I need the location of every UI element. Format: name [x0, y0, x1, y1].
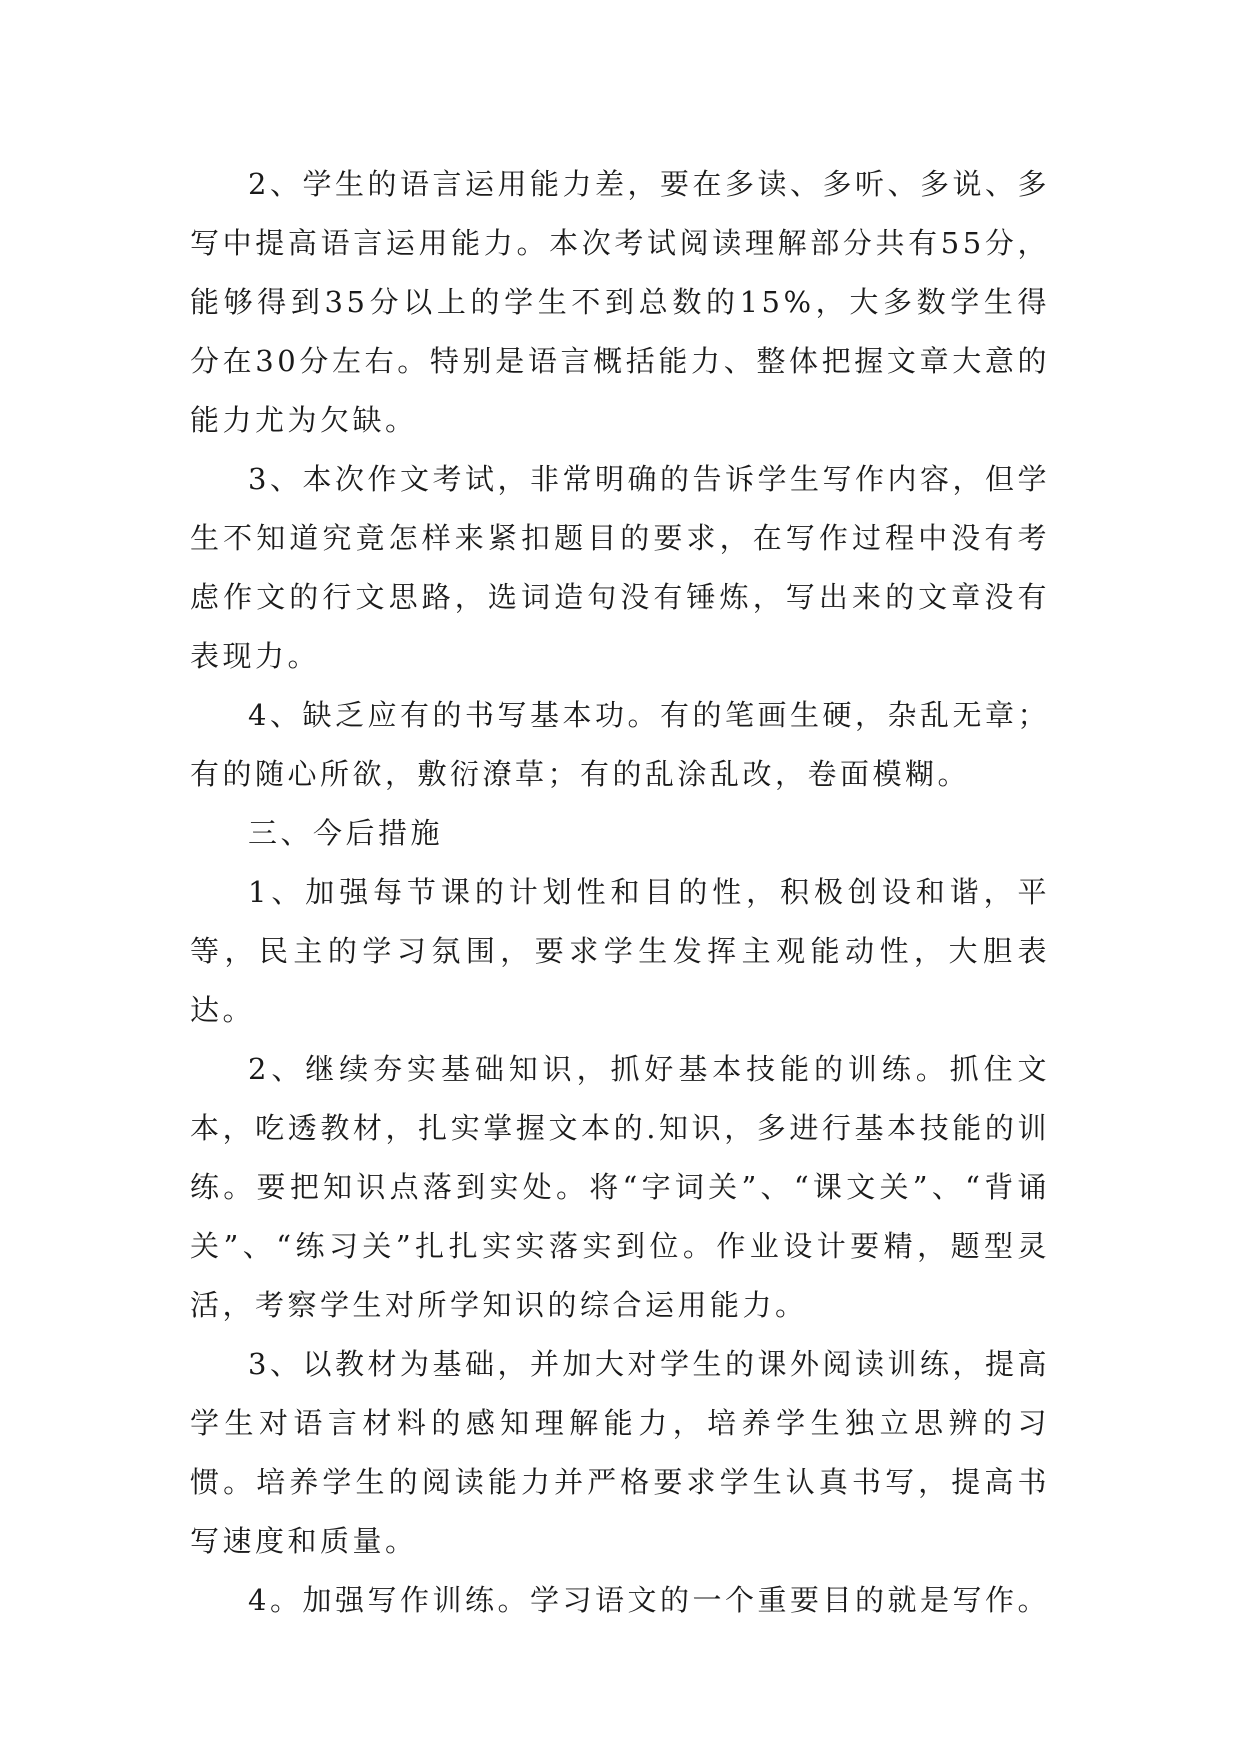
paragraph-composition: 3、本次作文考试，非常明确的告诉学生写作内容，但学生不知道究竟怎样来紧扣题目的要求，在写作过程中没有考虑作文的行文思路，选词造句没有锤炼，写出来的文章没有表现力。 — [190, 462, 1050, 673]
document-page — [190, 155, 1050, 1630]
paragraph-handwriting: 4、缺乏应有的书写基本功。有的笔画生硬，杂乱无章；有的随心所欲，敷衍潦草；有的乱涂乱改，卷面模糊。 — [190, 698, 1050, 791]
section-heading-measures: 三、今后措施 — [248, 816, 444, 850]
paragraph-measure-4: 4。加强写作训练。学习语文的一个重要目的就是写作。 — [248, 1583, 1050, 1617]
paragraph-measure-3: 3、以教材为基础，并加大对学生的课外阅读训练，提高学生对语言材料的感知理解能力，培养学生独立思辨的习惯。培养学生的阅读能力并严格要求学生认真书写，提高书写速度和质量。 — [190, 1347, 1050, 1558]
paragraph-measure-2: 2、继续夯实基础知识，抓好基本技能的训练。抓住文本，吃透教材，扎实掌握文本的.知识，多进行基本技能的训练。要把知识点落到实处。将“字词关”、“课文关”、“背诵关”、“练习关”扎扎实实落实到位。作业设计要精，题型灵活，考察学生对所学知识的综合运用能力。 — [190, 1052, 1050, 1322]
paragraph-language-ability: 2、学生的语言运用能力差，要在多读、多听、多说、多写中提高语言运用能力。本次考试阅读理解部分共有55分，能够得到35分以上的学生不到总数的15%，大多数学生得分在30分左右。特别是语言概括能力、整体把握文章大意的能力尤为欠缺。 — [190, 167, 1050, 437]
paragraph-measure-1: 1、加强每节课的计划性和目的性，积极创设和谐，平等，民主的学习氛围，要求学生发挥主观能动性，大胆表达。 — [190, 875, 1050, 1027]
